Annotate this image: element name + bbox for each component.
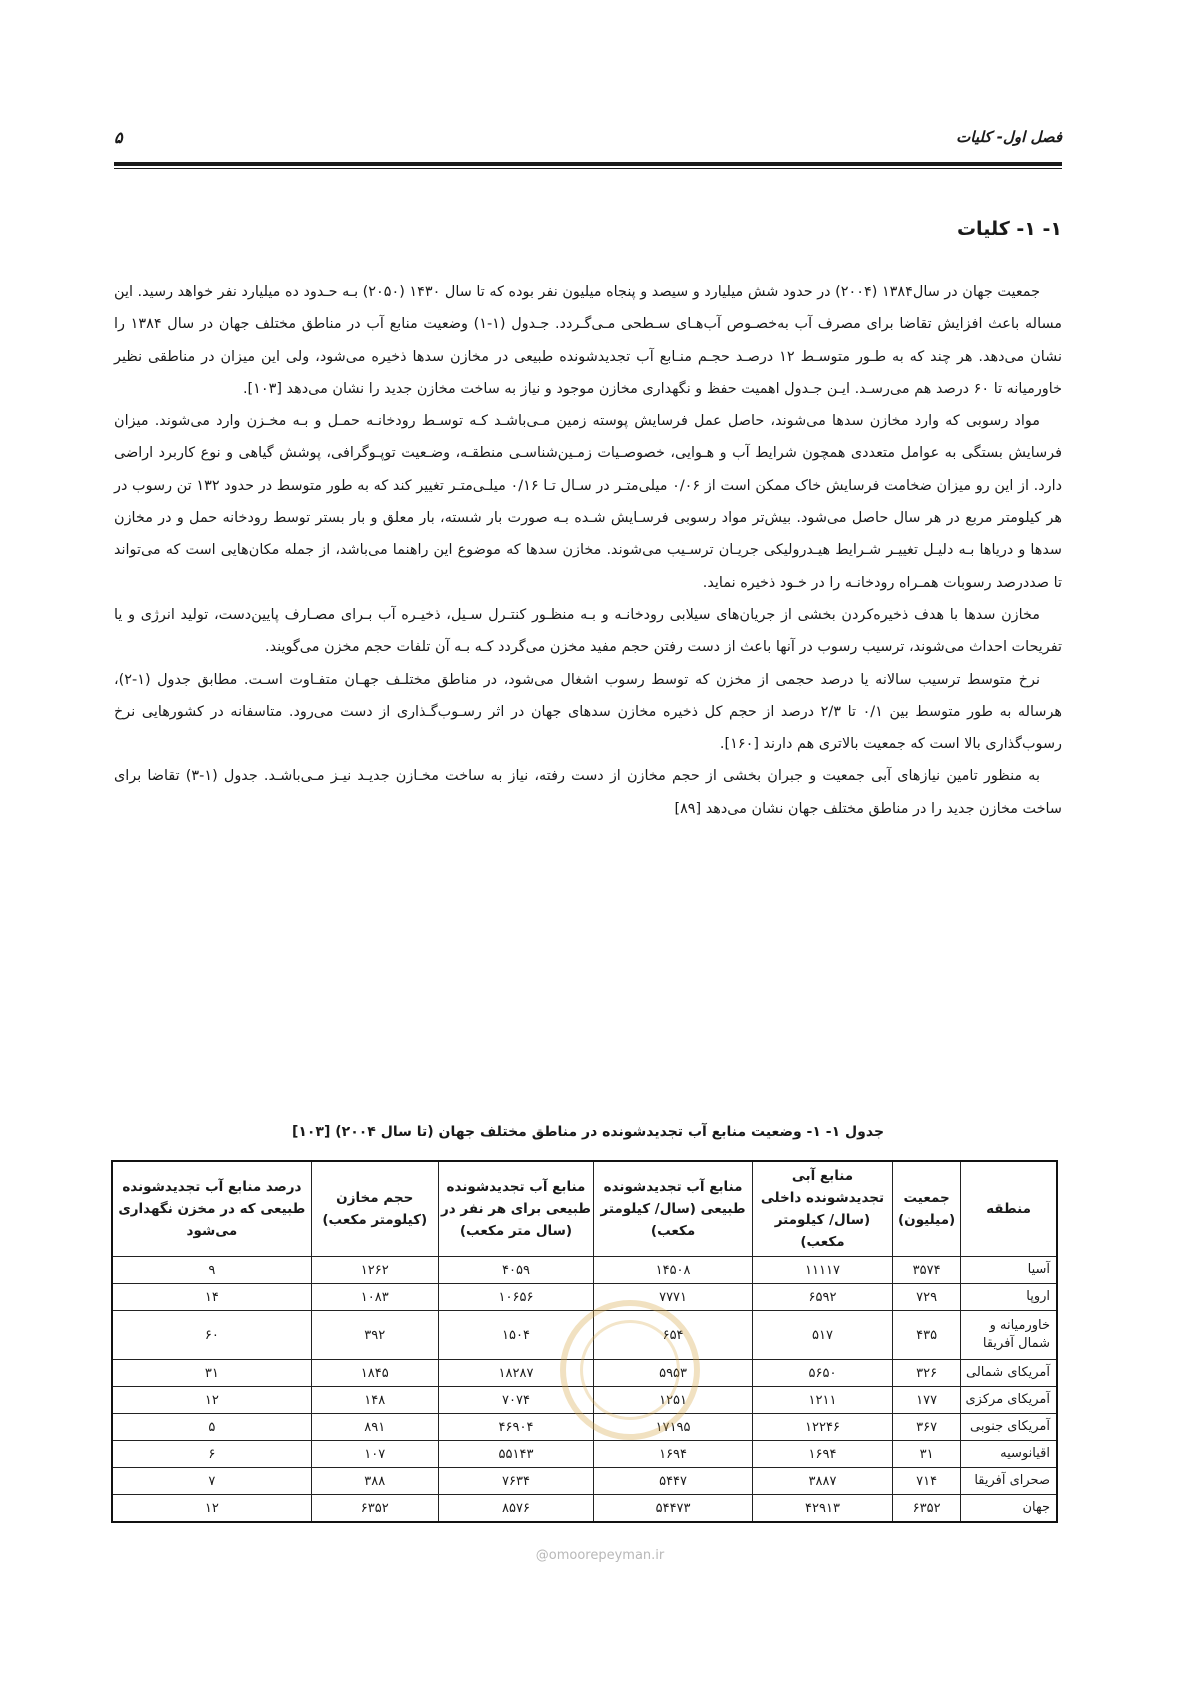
table-row bbox=[112, 1311, 1057, 1360]
cell-stored-percent: ۵ bbox=[112, 1414, 311, 1441]
cell-per-capita: ۴۰۵۹ bbox=[438, 1257, 593, 1284]
header-natural-renewable: منابع آب تجدیدشونده طبیعی (سال/ کیلومتر مکعب) bbox=[594, 1161, 753, 1257]
paragraph-3: مخازن سدها با هدف ذخیره‌کردن بخشی از جریان‌های سیلابی رودخانـه و بـه منظـور کنتـرل سـیل، ذخیـره آب بـرای مصـارف پایین‌دست، تولید انرژی و یا تفریحات احداث می‌شوند، ترسیب رسوب در آنها باعث از دست رفتن حجم مفید مخزن می‌گردد کـه بـه آن تلفات حجم مخزن می‌گویند. bbox=[114, 606, 1062, 656]
cell-natural-renewable: ۵۴۴۷ bbox=[594, 1468, 753, 1495]
cell-reservoir-volume: ۱۰۷ bbox=[311, 1441, 438, 1468]
cell-stored-percent: ۹ bbox=[112, 1257, 311, 1284]
cell-population: ۳۲۶ bbox=[893, 1360, 961, 1387]
cell-internal-renewable: ۱۱۱۱۷ bbox=[752, 1257, 892, 1284]
paragraph-1: جمعیت جهان در سال۱۳۸۴ (۲۰۰۴) در حدود شش میلیارد و سیصد و پنجاه میلیون نفر بوده که تا سال ۱۴۳۰ (۲۰۵۰) بـه حـدود ده میلیارد نفر خواهد رسید. این مساله باعث افزایش تقاضا برای مصرف آب به‌خصـوص آب‌هـای سـطحی مـی‌گـردد. جـدول (۱-۱) وضعیت منابع آب در مناطق مختلف جهان در سال ۱۳۸۴ را نشان می‌دهد. هر چند که به طـور متوسـط ۱۲ درصـد حجـم منـابع آب تجدیدشونده طبیعی در مخازن سدها ذخیره می‌شود، ولی این میزان در مناطقی نظیر خاورمیانه تا ۶۰ درصد هم می‌رسـد. ایـن جـدول اهمیت حفظ و نگهداری مخازن موجود و نیاز به ساخت مخازن جدید را نشان می‌دهد [۱۰۳]. bbox=[114, 284, 1062, 397]
cell-natural-renewable: ۵۹۵۳ bbox=[594, 1360, 753, 1387]
cell-natural-renewable: ۱۴۵۰۸ bbox=[594, 1257, 753, 1284]
cell-population: ۷۱۴ bbox=[893, 1468, 961, 1495]
header-population: جمعیت (میلیون) bbox=[893, 1161, 961, 1257]
cell-per-capita: ۸۵۷۶ bbox=[438, 1495, 593, 1523]
cell-region: آمریکای جنوبی bbox=[961, 1414, 1057, 1441]
water-resources-table bbox=[111, 1160, 1058, 1523]
cell-stored-percent: ۶۰ bbox=[112, 1311, 311, 1360]
cell-natural-renewable: ۵۴۴۷۳ bbox=[594, 1495, 753, 1523]
page-header bbox=[114, 128, 1062, 156]
cell-natural-renewable: ۶۵۴ bbox=[594, 1311, 753, 1360]
cell-population: ۳۱ bbox=[893, 1441, 961, 1468]
cell-internal-renewable: ۱۶۹۴ bbox=[752, 1441, 892, 1468]
cell-population: ۷۲۹ bbox=[893, 1284, 961, 1311]
table-caption: جدول ۱- ۱- وضعیت منابع آب تجدیدشونده در مناطق مختلف جهان (تا سال ۲۰۰۴) [۱۰۳] bbox=[291, 1124, 885, 1140]
cell-internal-renewable: ۶۵۹۲ bbox=[752, 1284, 892, 1311]
header-internal-renewable: منابع آبی تجدیدشونده داخلی (سال/ کیلومتر مکعب) bbox=[752, 1161, 892, 1257]
cell-natural-renewable: ۱۲۵۱ bbox=[594, 1387, 753, 1414]
cell-reservoir-volume: ۸۹۱ bbox=[311, 1414, 438, 1441]
cell-region: آمریکای مرکزی bbox=[961, 1387, 1057, 1414]
table-header-row bbox=[112, 1161, 1057, 1257]
table-row bbox=[112, 1495, 1057, 1523]
cell-stored-percent: ۱۲ bbox=[112, 1495, 311, 1523]
cell-per-capita: ۱۸۲۸۷ bbox=[438, 1360, 593, 1387]
cell-per-capita: ۵۵۱۴۳ bbox=[438, 1441, 593, 1468]
table-row bbox=[112, 1387, 1057, 1414]
cell-region: آمریکای شمالی bbox=[961, 1360, 1057, 1387]
table-row bbox=[112, 1468, 1057, 1495]
table-row bbox=[112, 1257, 1057, 1284]
page-number: ۵ bbox=[114, 128, 123, 147]
cell-region: جهان bbox=[961, 1495, 1057, 1523]
cell-reservoir-volume: ۳۹۲ bbox=[311, 1311, 438, 1360]
header-region: منطقه bbox=[961, 1161, 1057, 1257]
cell-per-capita: ۱۰۶۵۶ bbox=[438, 1284, 593, 1311]
table-row bbox=[112, 1441, 1057, 1468]
header-rule-thick bbox=[114, 162, 1062, 166]
cell-region: خاورمیانه و شمال آفریقا bbox=[961, 1311, 1057, 1360]
cell-region: اقیانوسیه bbox=[961, 1441, 1057, 1468]
cell-stored-percent: ۳۱ bbox=[112, 1360, 311, 1387]
watermark-text: @omoorepeyman.ir bbox=[535, 1548, 665, 1563]
cell-population: ۱۷۷ bbox=[893, 1387, 961, 1414]
cell-region: آسیا bbox=[961, 1257, 1057, 1284]
cell-per-capita: ۱۵۰۴ bbox=[438, 1311, 593, 1360]
header-stored-percent: درصد منابع آب تجدیدشونده طبیعی که در مخزن نگهداری می‌شود bbox=[112, 1161, 311, 1257]
cell-per-capita: ۷۰۷۴ bbox=[438, 1387, 593, 1414]
cell-internal-renewable: ۱۲۲۴۶ bbox=[752, 1414, 892, 1441]
cell-per-capita: ۴۶۹۰۴ bbox=[438, 1414, 593, 1441]
cell-population: ۳۶۷ bbox=[893, 1414, 961, 1441]
cell-stored-percent: ۱۲ bbox=[112, 1387, 311, 1414]
cell-reservoir-volume: ۱۰۸۳ bbox=[311, 1284, 438, 1311]
paragraph-2: مواد رسوبی که وارد مخازن سدها می‌شوند، حاصل عمل فرسایش پوسته زمین مـی‌باشـد کـه توسـط رودخانـه حمـل و بـه مخـزن وارد می‌شوند. میزان فرسایش بستگی به عوامل متعددی همچون شرایط آب و هـوایی، خصوصـیات زمـین‌شناسـی منطقـه، وضـعیت توپـوگرافی، پوشش گیاهی و نوع کاربرد اراضی دارد. از این رو میزان ضخامت فرسایش خاک ممکن است از ۰/۰۶ میلی‌متـر در سـال تـا ۰/۱۶ میلـی‌متـر تغییر کند که به طور متوسط در حدود ۱۳۲ تن رسوب در هر کیلومتر مربع در هر سال حاصل می‌شود. بیش‌تر مواد رسوبی فرسـایش شـده بـه صورت بار شسته، بار معلق و بار بستر توسط رودخانه حمل و در مخازن سدها و دریاها بـه دلیـل تغییـر شـرایط هیـدرولیکی جریـان ترسـیب می‌شوند. مخازن سدها که موضوع این راهنما می‌باشد، از جمله مکان‌هایی است که می‌تواند تا صددرصد رسوبات همـراه رودخانـه را در خـود ذخیره نماید. bbox=[114, 413, 1063, 591]
paragraph-5: به منظور تامین نیازهای آبی جمعیت و جبران بخشی از حجم مخازن از دست رفته، نیاز به ساخت مخـازن جدیـد نیـز مـی‌باشـد. جدول (۱-۳) تقاضا برای ساخت مخازن جدید را در مناطق مختلف جهان نشان می‌دهد [۸۹] bbox=[114, 768, 1062, 817]
cell-internal-renewable: ۴۲۹۱۳ bbox=[752, 1495, 892, 1523]
cell-internal-renewable: ۵۱۷ bbox=[752, 1311, 892, 1360]
cell-reservoir-volume: ۱۸۴۵ bbox=[311, 1360, 438, 1387]
cell-internal-renewable: ۱۲۱۱ bbox=[752, 1387, 892, 1414]
cell-population: ۶۳۵۲ bbox=[893, 1495, 961, 1523]
cell-internal-renewable: ۳۸۸۷ bbox=[752, 1468, 892, 1495]
header-reservoir-volume: حجم مخازن (کیلومتر مکعب) bbox=[311, 1161, 438, 1257]
header-per-capita: منابع آب تجدیدشونده طبیعی برای هر نفر در (سال متر مکعب) bbox=[438, 1161, 593, 1257]
table-container bbox=[111, 1160, 1058, 1523]
cell-reservoir-volume: ۱۴۸ bbox=[311, 1387, 438, 1414]
cell-stored-percent: ۱۴ bbox=[112, 1284, 311, 1311]
cell-reservoir-volume: ۳۸۸ bbox=[311, 1468, 438, 1495]
cell-reservoir-volume: ۱۲۶۲ bbox=[311, 1257, 438, 1284]
cell-reservoir-volume: ۶۳۵۲ bbox=[311, 1495, 438, 1523]
cell-per-capita: ۷۶۳۴ bbox=[438, 1468, 593, 1495]
cell-internal-renewable: ۵۶۵۰ bbox=[752, 1360, 892, 1387]
table-row bbox=[112, 1360, 1057, 1387]
cell-stored-percent: ۶ bbox=[112, 1441, 311, 1468]
cell-natural-renewable: ۱۶۹۴ bbox=[594, 1441, 753, 1468]
cell-population: ۳۵۷۴ bbox=[893, 1257, 961, 1284]
section-heading: ۱- ۱- کلیات bbox=[956, 218, 1062, 240]
header-rule-thin bbox=[114, 168, 1062, 169]
cell-stored-percent: ۷ bbox=[112, 1468, 311, 1495]
cell-region: اروپا bbox=[961, 1284, 1057, 1311]
paragraph-4: نرخ متوسط ترسیب سالانه یا درصد حجمی از مخزن که توسط رسوب اشغال می‌شود، در مناطق مختلـف جهـان متفـاوت اسـت. مطابق جدول (۱-۲)، هرساله به طور متوسط بین ۰/۱ تا ۲/۳ درصد از حجم کل ذخیره مخازن سدهای جهان در اثر رسـوب‌گـذاری از دست می‌رود. متاسفانه در کشورهایی نرخ رسوب‌گذاری بالا است که جمعیت بالاتری هم دارند [۱۶۰]. bbox=[114, 671, 1062, 753]
cell-natural-renewable: ۷۷۷۱ bbox=[594, 1284, 753, 1311]
chapter-title: فصل اول- کلیات bbox=[956, 128, 1062, 146]
body-text bbox=[114, 276, 1062, 825]
table-row bbox=[112, 1414, 1057, 1441]
cell-population: ۴۳۵ bbox=[893, 1311, 961, 1360]
table-row bbox=[112, 1284, 1057, 1311]
cell-region: صحرای آفریقا bbox=[961, 1468, 1057, 1495]
cell-natural-renewable: ۱۷۱۹۵ bbox=[594, 1414, 753, 1441]
